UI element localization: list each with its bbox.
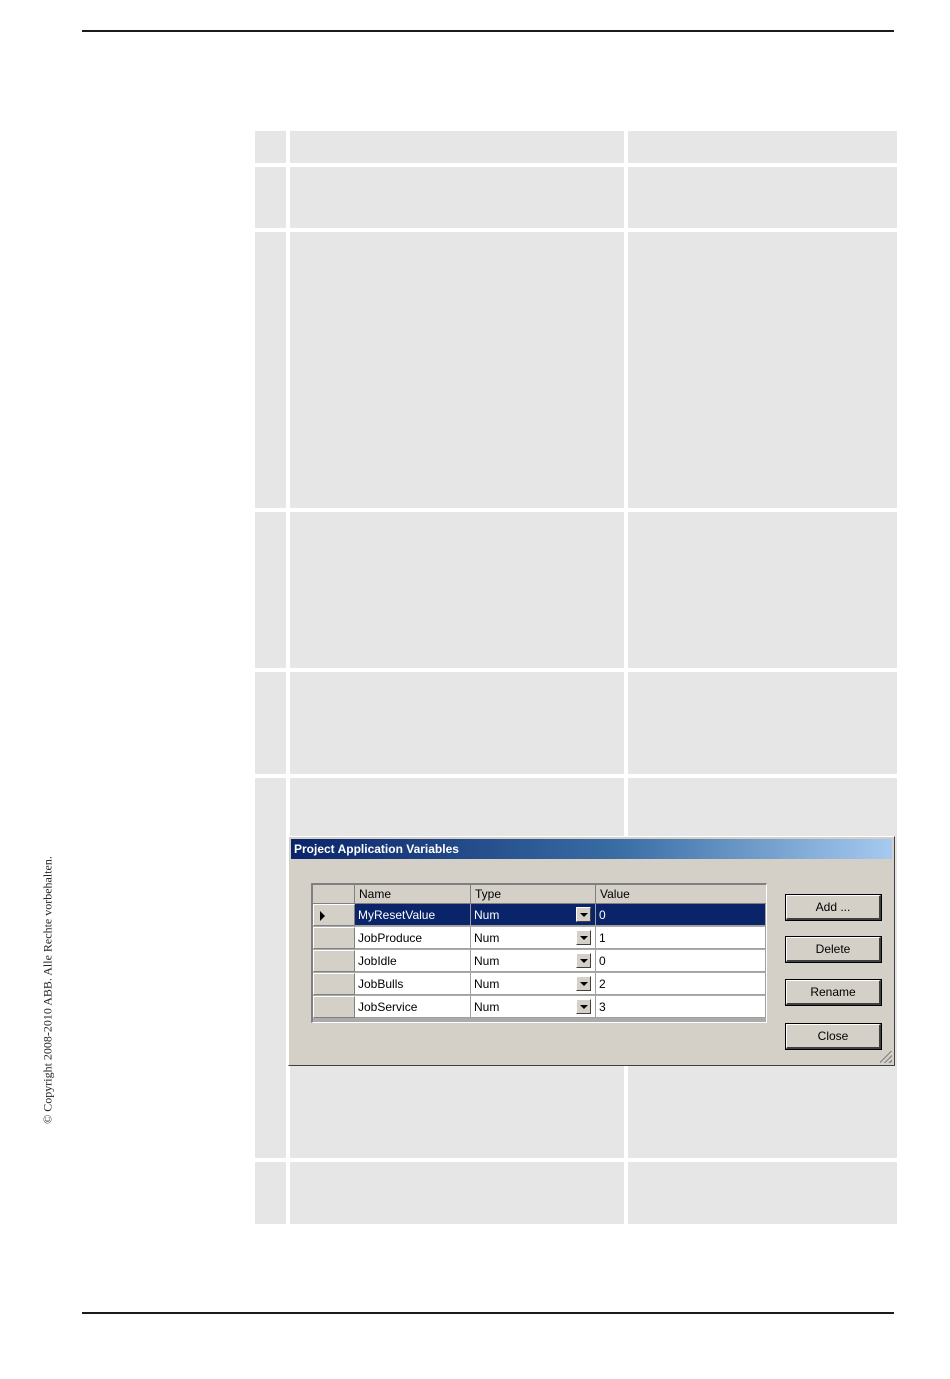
- step-table-cell: [628, 672, 897, 774]
- type-cell[interactable]: [471, 996, 596, 1018]
- value-cell[interactable]: 2: [596, 973, 766, 995]
- type-value: Num: [474, 1000, 500, 1014]
- column-header-type[interactable]: Type: [471, 885, 596, 903]
- chevron-down-icon[interactable]: [576, 930, 591, 945]
- value-cell[interactable]: 1: [596, 927, 766, 949]
- value-cell[interactable]: 0: [596, 904, 766, 926]
- add-button[interactable]: Add ...: [786, 895, 881, 920]
- grid-row[interactable]: [313, 927, 766, 950]
- step-table-cell: [290, 232, 624, 508]
- variables-grid: [311, 883, 767, 1023]
- step-table-cell: [628, 1162, 897, 1224]
- step-table-cell: [255, 131, 286, 163]
- step-table-cell: [255, 232, 286, 508]
- step-table-cell: [255, 1162, 286, 1224]
- grid-row[interactable]: [313, 996, 766, 1019]
- row-selector[interactable]: [313, 973, 355, 995]
- step-table-cell: [290, 512, 624, 668]
- grid-row[interactable]: [313, 904, 766, 927]
- type-value: Num: [474, 954, 500, 968]
- name-cell[interactable]: MyResetValue: [355, 904, 471, 926]
- name-cell[interactable]: JobProduce: [355, 927, 471, 949]
- step-table-cell: [255, 512, 286, 668]
- step-table-cell: [255, 778, 286, 1158]
- project-application-variables-dialog: [288, 836, 895, 1066]
- grid-header: [313, 885, 766, 904]
- column-header-name[interactable]: Name: [355, 885, 471, 903]
- chevron-down-icon[interactable]: [576, 976, 591, 991]
- delete-button[interactable]: Delete: [786, 937, 881, 962]
- header-rule: [82, 30, 894, 32]
- step-table-cell: [628, 131, 897, 163]
- step-table-cell: [255, 167, 286, 228]
- row-selector[interactable]: [313, 950, 355, 972]
- current-row-arrow-icon: [320, 911, 325, 921]
- type-value: Num: [474, 931, 500, 945]
- dialog-title: Project Application Variables: [291, 839, 892, 859]
- close-button[interactable]: Close: [786, 1024, 881, 1049]
- name-cell[interactable]: JobService: [355, 996, 471, 1018]
- column-header-value[interactable]: Value: [600, 887, 630, 901]
- chevron-down-icon[interactable]: [576, 953, 591, 968]
- step-table-cell: [628, 512, 897, 668]
- type-cell[interactable]: [471, 950, 596, 972]
- type-value: Num: [474, 908, 500, 922]
- chevron-down-icon[interactable]: [576, 999, 591, 1014]
- step-table-cell: [290, 167, 624, 228]
- copyright-notice: © Copyright 2008-2010 ABB. Alle Rechte vorbehalten.: [40, 856, 55, 1124]
- step-table-cell: [628, 232, 897, 508]
- type-cell[interactable]: [471, 904, 596, 926]
- value-cell[interactable]: 0: [596, 950, 766, 972]
- type-value: Num: [474, 977, 500, 991]
- grid-corner-header: [313, 885, 355, 903]
- chevron-down-icon[interactable]: [576, 907, 591, 922]
- grid-row[interactable]: [313, 950, 766, 973]
- step-table-cell: [290, 1162, 624, 1224]
- type-cell[interactable]: [471, 927, 596, 949]
- step-table-cell: [290, 131, 624, 163]
- resize-grip-icon[interactable]: [880, 1051, 892, 1063]
- name-cell[interactable]: JobBulls: [355, 973, 471, 995]
- value-cell[interactable]: 3: [596, 996, 766, 1018]
- row-selector[interactable]: [313, 904, 355, 926]
- row-selector[interactable]: [313, 996, 355, 1018]
- rename-button[interactable]: Rename: [786, 980, 881, 1005]
- step-table-cell: [255, 672, 286, 774]
- type-cell[interactable]: [471, 973, 596, 995]
- footer-rule: [82, 1312, 894, 1314]
- name-cell[interactable]: JobIdle: [355, 950, 471, 972]
- grid-row[interactable]: [313, 973, 766, 996]
- step-table-cell: [628, 167, 897, 228]
- row-selector[interactable]: [313, 927, 355, 949]
- step-table-cell: [290, 672, 624, 774]
